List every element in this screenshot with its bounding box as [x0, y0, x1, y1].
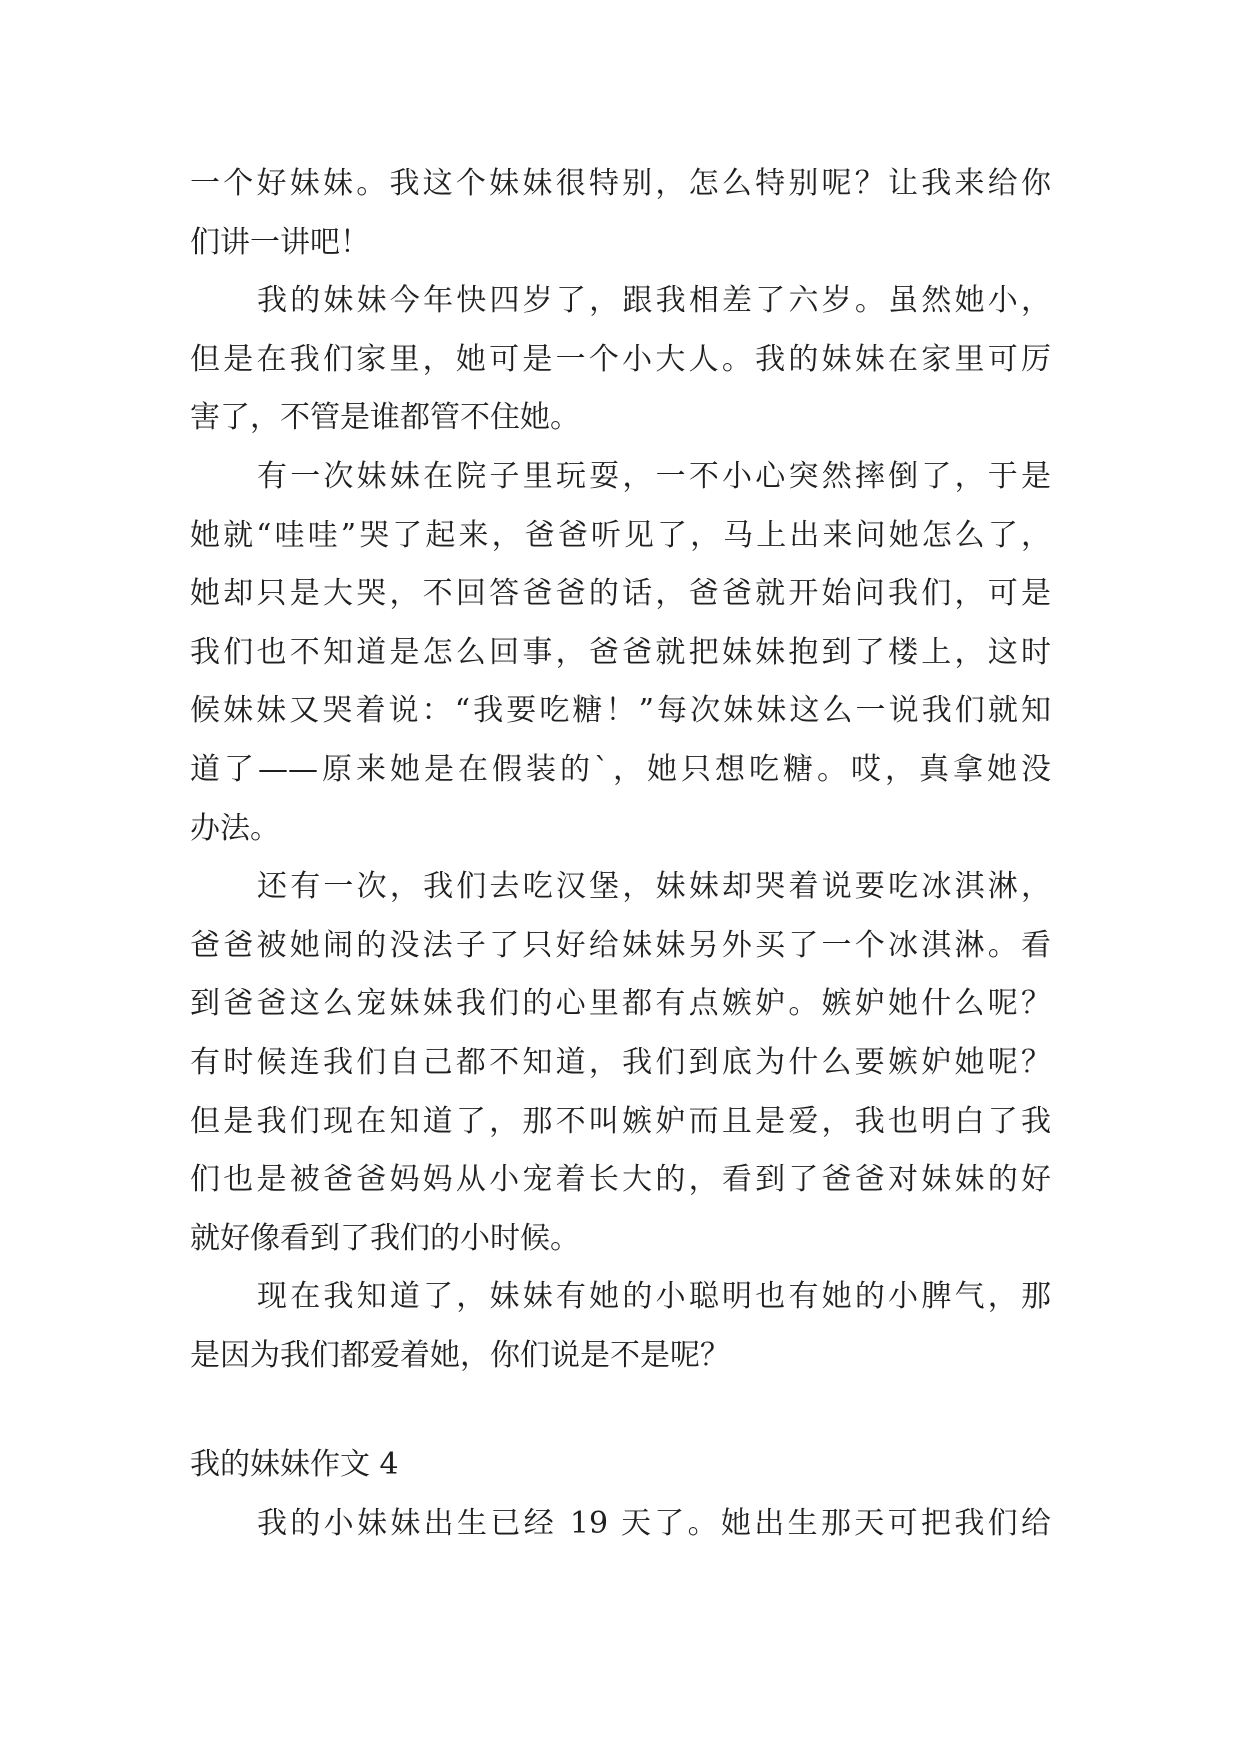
- text-line: 还有一次，我们去吃汉堡，妹妹却哭着说要吃冰淇淋，: [257, 869, 1051, 905]
- text-line: 害了，不管是谁都管不住她。: [190, 400, 580, 436]
- text-line: 是因为我们都爱着她，你们说是不是呢？: [190, 1337, 730, 1373]
- paragraph: [190, 448, 1051, 858]
- text-line: 她就“哇哇”哭了起来，爸爸听见了，马上出来问她怎么了，: [190, 517, 1051, 553]
- text-line: 我的小妹妹出生已经 19 天了。她出生那天可把我们给: [257, 1506, 1051, 1542]
- text-line: 就好像看到了我们的小时候。: [190, 1220, 580, 1256]
- text-line: 们讲一讲吧！: [190, 224, 370, 260]
- text-line: 办法。: [190, 810, 280, 846]
- text-line: 有时候连我们自己都不知道，我们到底为什么要嫉妒她呢？: [190, 1044, 1051, 1080]
- paragraph: [190, 1495, 1051, 1554]
- text-line: 们也是被爸爸妈妈从小宠着长大的，看到了爸爸对妹妹的好: [190, 1162, 1051, 1198]
- paragraph: [190, 858, 1051, 1268]
- text-line: 但是在我们家里，她可是一个小大人。我的妹妹在家里可厉: [190, 341, 1051, 377]
- text-line: 到爸爸这么宠妹妹我们的心里都有点嫉妒。嫉妒她什么呢？: [190, 986, 1051, 1022]
- paragraph: [190, 1268, 1051, 1385]
- section-heading: 我的妹妹作文 4: [190, 1447, 399, 1483]
- text-line: 我的妹妹今年快四岁了，跟我相差了六岁。虽然她小，: [257, 283, 1051, 319]
- text-line: 一个好妹妹。我这个妹妹很特别，怎么特别呢？让我来给你: [190, 166, 1051, 201]
- text-line: 她却只是大哭，不回答爸爸的话，爸爸就开始问我们，可是: [190, 576, 1051, 612]
- text-line: 现在我知道了，妹妹有她的小聪明也有她的小脾气，那: [257, 1279, 1051, 1315]
- text-line: 我们也不知道是怎么回事，爸爸就把妹妹抱到了楼上，这时: [190, 634, 1051, 670]
- text-line: 但是我们现在知道了，那不叫嫉妒而且是爱，我也明白了我: [190, 1103, 1051, 1139]
- paragraph: [190, 155, 1051, 272]
- essay-body: [190, 155, 1051, 1554]
- text-line: 道了——原来她是在假装的`，她只想吃糖。哎，真拿她没: [190, 751, 1051, 787]
- text-line: 候妹妹又哭着说：“我要吃糖！”每次妹妹这么一说我们就知: [190, 693, 1051, 729]
- text-line: 有一次妹妹在院子里玩耍，一不小心突然摔倒了，于是: [257, 458, 1051, 494]
- paragraph: [190, 272, 1051, 448]
- text-line: 爸爸被她闹的没法子了只好给妹妹另外买了一个冰淇淋。看: [190, 927, 1051, 963]
